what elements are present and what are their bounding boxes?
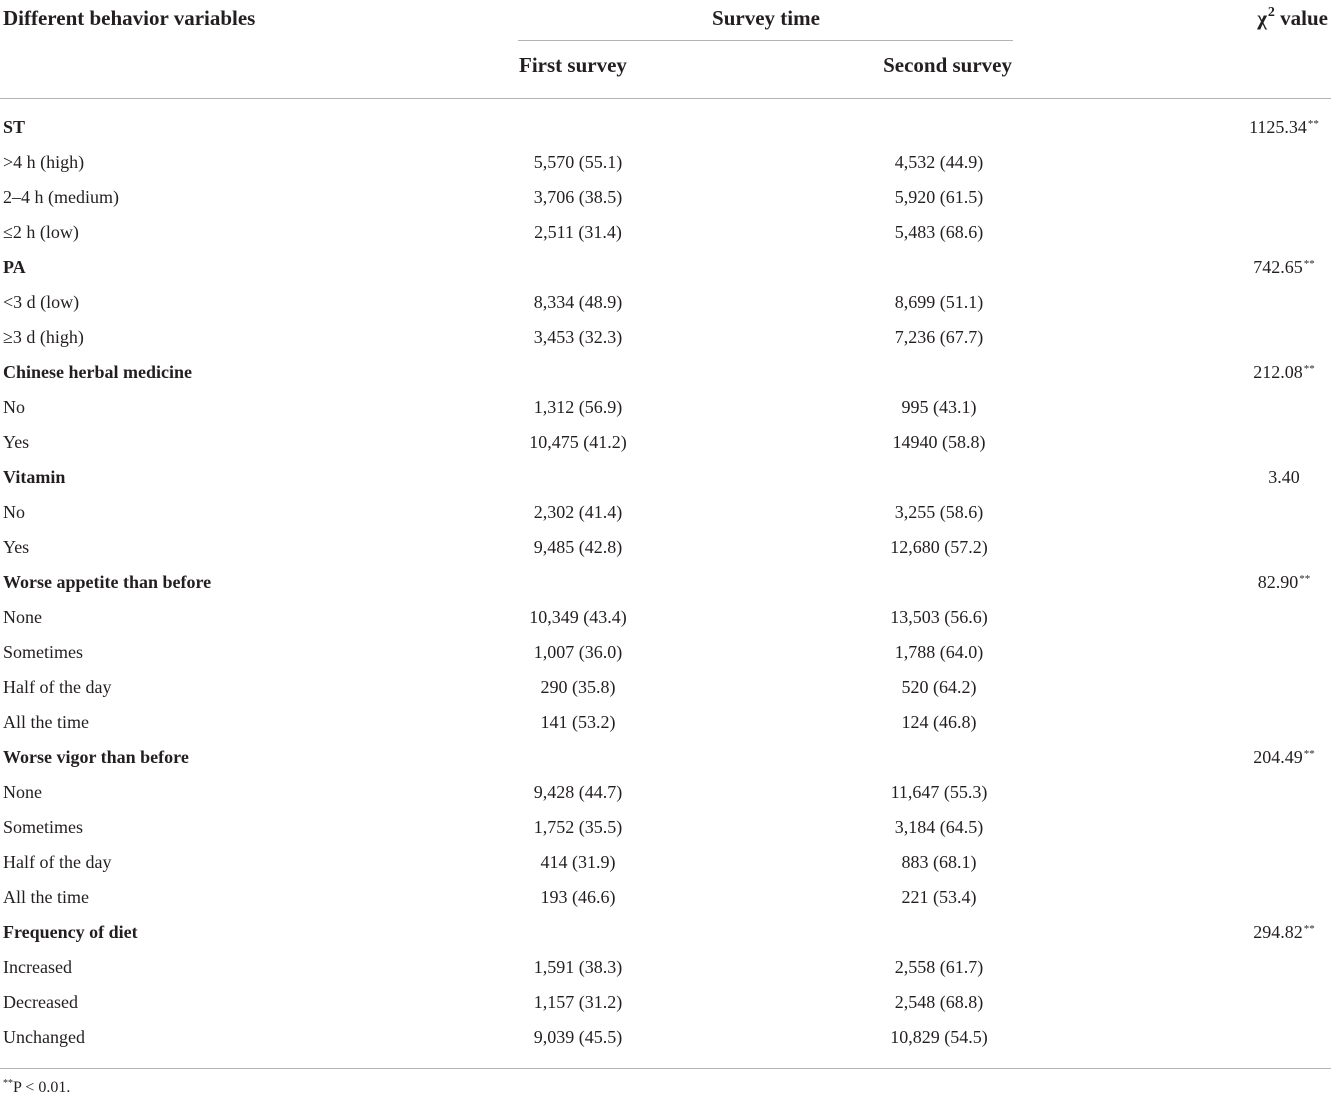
significance-mark: ** bbox=[1303, 258, 1315, 270]
table-row bbox=[0, 705, 1331, 740]
row-label: <3 d (low) bbox=[3, 292, 80, 312]
row-label: PA bbox=[3, 257, 26, 277]
table-bottom-rule bbox=[0, 1068, 1331, 1069]
second-survey-cell: 5,483 (68.6) bbox=[894, 222, 984, 242]
significance-mark: ** bbox=[1303, 748, 1315, 760]
second-survey-cell: 2,558 (61.7) bbox=[894, 957, 984, 977]
table-row bbox=[0, 670, 1331, 705]
first-survey-cell: 2,302 (41.4) bbox=[533, 502, 623, 522]
row-label: Sometimes bbox=[3, 642, 83, 662]
row-label: Frequency of diet bbox=[3, 922, 138, 942]
table-row bbox=[0, 495, 1331, 530]
chi-power: 2 bbox=[1267, 5, 1275, 20]
footnote-mark: ** bbox=[3, 1078, 13, 1089]
first-survey-cell: 290 (35.8) bbox=[540, 677, 616, 697]
row-label: ST bbox=[3, 117, 26, 137]
second-survey-cell: 8,699 (51.1) bbox=[894, 292, 984, 312]
row-label: Increased bbox=[3, 957, 72, 977]
chi-square-value: 294.82 bbox=[1253, 922, 1303, 942]
footnote-text: P < 0.01. bbox=[13, 1079, 71, 1096]
row-label: All the time bbox=[3, 887, 89, 907]
row-label: Decreased bbox=[3, 992, 78, 1012]
second-survey-cell: 1,788 (64.0) bbox=[894, 642, 984, 662]
second-survey-cell: 14940 (58.8) bbox=[892, 432, 986, 452]
row-label: None bbox=[3, 607, 42, 627]
row-label: Worse vigor than before bbox=[3, 747, 189, 767]
second-survey-cell: 3,184 (64.5) bbox=[894, 817, 984, 837]
chi-square-cell bbox=[1184, 915, 1331, 953]
table-group-row bbox=[0, 110, 1331, 145]
table-top-rule bbox=[0, 98, 1331, 99]
significance-mark: ** bbox=[1303, 363, 1315, 375]
header-first-survey: First survey bbox=[519, 53, 627, 77]
table-row bbox=[0, 950, 1331, 985]
first-survey-cell: 9,039 (45.5) bbox=[533, 1027, 623, 1047]
row-label: Chinese herbal medicine bbox=[3, 362, 192, 382]
first-survey-cell: 3,453 (32.3) bbox=[533, 327, 623, 347]
table-group-row bbox=[0, 915, 1331, 950]
table-group-row bbox=[0, 250, 1331, 285]
header-survey-time: Survey time bbox=[712, 6, 820, 30]
row-label: Unchanged bbox=[3, 1027, 85, 1047]
chi-word: value bbox=[1280, 6, 1328, 30]
first-survey-cell: 414 (31.9) bbox=[540, 852, 616, 872]
table-group-row bbox=[0, 460, 1331, 495]
row-label: Worse appetite than before bbox=[3, 572, 212, 592]
row-label: None bbox=[3, 782, 42, 802]
second-survey-cell: 12,680 (57.2) bbox=[890, 537, 988, 557]
chi-square-cell bbox=[1184, 250, 1331, 288]
table-row bbox=[0, 285, 1331, 320]
second-survey-cell: 520 (64.2) bbox=[901, 677, 977, 697]
second-survey-cell: 10,829 (54.5) bbox=[890, 1027, 988, 1047]
first-survey-cell: 1,007 (36.0) bbox=[533, 642, 623, 662]
first-survey-cell: 10,475 (41.2) bbox=[529, 432, 627, 452]
row-label: Half of the day bbox=[3, 677, 112, 697]
row-label: No bbox=[3, 397, 25, 417]
second-survey-cell: 995 (43.1) bbox=[901, 397, 977, 417]
second-survey-cell: 221 (53.4) bbox=[901, 887, 977, 907]
table-row bbox=[0, 880, 1331, 915]
chi-square-cell bbox=[1184, 355, 1331, 393]
header-span-rule bbox=[518, 40, 1013, 41]
first-survey-cell: 141 (53.2) bbox=[540, 712, 616, 732]
second-survey-cell: 13,503 (56.6) bbox=[890, 607, 988, 627]
row-label: ≤2 h (low) bbox=[3, 222, 79, 242]
first-survey-cell: 1,157 (31.2) bbox=[533, 992, 623, 1012]
table-group-row bbox=[0, 740, 1331, 775]
second-survey-cell: 3,255 (58.6) bbox=[894, 502, 984, 522]
first-survey-cell: 9,428 (44.7) bbox=[533, 782, 623, 802]
first-survey-cell: 5,570 (55.1) bbox=[533, 152, 623, 172]
chi-square-cell bbox=[1184, 565, 1331, 603]
chi-square-value: 3.40 bbox=[1268, 467, 1300, 487]
row-label: ≥3 d (high) bbox=[3, 327, 84, 347]
first-survey-cell: 1,752 (35.5) bbox=[533, 817, 623, 837]
second-survey-cell: 11,647 (55.3) bbox=[890, 782, 988, 802]
table-group-row bbox=[0, 565, 1331, 600]
chi-square-value: 212.08 bbox=[1253, 362, 1303, 382]
significance-mark: ** bbox=[1303, 923, 1315, 935]
second-survey-cell: 883 (68.1) bbox=[901, 852, 977, 872]
first-survey-cell: 9,485 (42.8) bbox=[533, 537, 623, 557]
table-row bbox=[0, 775, 1331, 810]
first-survey-cell: 193 (46.6) bbox=[540, 887, 616, 907]
table-row bbox=[0, 215, 1331, 250]
header-variables: Different behavior variables bbox=[3, 6, 256, 30]
row-label: No bbox=[3, 502, 25, 522]
first-survey-cell: 8,334 (48.9) bbox=[533, 292, 623, 312]
significance-mark: ** bbox=[1307, 118, 1319, 130]
table-footnote bbox=[3, 1078, 70, 1100]
second-survey-cell: 2,548 (68.8) bbox=[894, 992, 984, 1012]
chi-symbol: χ bbox=[1257, 6, 1267, 30]
second-survey-cell: 124 (46.8) bbox=[901, 712, 977, 732]
row-label: Yes bbox=[3, 537, 30, 557]
row-label: Sometimes bbox=[3, 817, 83, 837]
significance-mark: ** bbox=[1299, 573, 1311, 585]
row-label: Yes bbox=[3, 432, 30, 452]
row-label: 2–4 h (medium) bbox=[3, 187, 119, 207]
table-body bbox=[0, 110, 1331, 1055]
chi-square-cell bbox=[1184, 740, 1331, 778]
table-row bbox=[0, 180, 1331, 215]
table-row bbox=[0, 600, 1331, 635]
table-row bbox=[0, 425, 1331, 460]
chi-square-value: 1125.34 bbox=[1249, 117, 1307, 137]
chi-square-value: 82.90 bbox=[1257, 572, 1299, 592]
first-survey-cell: 10,349 (43.4) bbox=[529, 607, 627, 627]
row-label: Half of the day bbox=[3, 852, 112, 872]
table-row bbox=[0, 810, 1331, 845]
table-row bbox=[0, 845, 1331, 880]
table-row bbox=[0, 390, 1331, 425]
row-label: All the time bbox=[3, 712, 89, 732]
row-label: Vitamin bbox=[3, 467, 66, 487]
second-survey-cell: 7,236 (67.7) bbox=[894, 327, 984, 347]
table-row bbox=[0, 530, 1331, 565]
first-survey-cell: 2,511 (31.4) bbox=[534, 222, 622, 242]
first-survey-cell: 1,591 (38.3) bbox=[533, 957, 623, 977]
header-second-survey: Second survey bbox=[883, 53, 1012, 77]
first-survey-cell: 1,312 (56.9) bbox=[533, 397, 623, 417]
second-survey-cell: 5,920 (61.5) bbox=[894, 187, 984, 207]
chi-square-cell bbox=[1184, 460, 1331, 495]
table-row bbox=[0, 320, 1331, 355]
table-row bbox=[0, 1020, 1331, 1055]
table-row bbox=[0, 985, 1331, 1020]
chi-square-value: 742.65 bbox=[1253, 257, 1303, 277]
first-survey-cell: 3,706 (38.5) bbox=[533, 187, 623, 207]
row-label: >4 h (high) bbox=[3, 152, 85, 172]
chi-square-cell bbox=[1184, 110, 1331, 148]
chi-square-value: 204.49 bbox=[1253, 747, 1303, 767]
table-row bbox=[0, 635, 1331, 670]
table-group-row bbox=[0, 355, 1331, 390]
second-survey-cell: 4,532 (44.9) bbox=[894, 152, 984, 172]
header-chi-square-value bbox=[1257, 6, 1328, 34]
table-row bbox=[0, 145, 1331, 180]
